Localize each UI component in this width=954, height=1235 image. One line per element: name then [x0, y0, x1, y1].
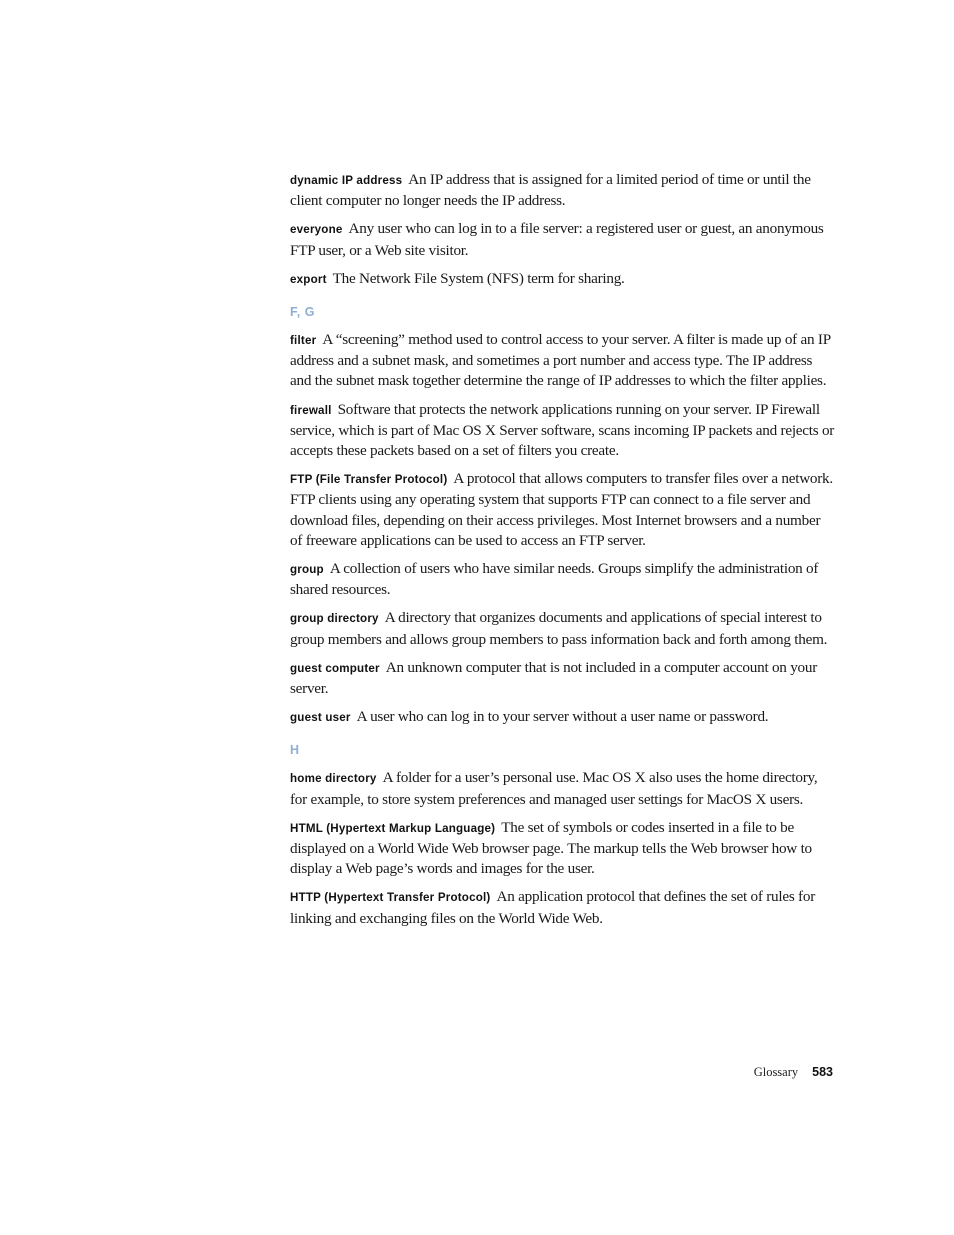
glossary-definition: An application protocol that defines the set of rules for linking and exchanging files on the World Wide Web.	[290, 888, 816, 927]
glossary-definition: A collection of users who have similar needs. Groups simplify the administration of shared resources.	[290, 560, 819, 599]
glossary-term: group directory	[290, 612, 379, 626]
glossary-term: everyone	[290, 223, 343, 237]
glossary-entry-guest-computer	[290, 658, 835, 699]
glossary-entry-filter	[290, 330, 835, 392]
page-number: 583	[812, 1065, 833, 1079]
glossary-definition: Software that protects the network applications running on your server. IP Firewall service, which is part of Mac OS X Server software, scans incoming IP packets and rejects or accepts these packets based on a set of filters you create.	[290, 400, 835, 460]
glossary-entry-group	[290, 559, 835, 600]
glossary-entry-export	[290, 269, 835, 290]
glossary-definition: A “screening” method used to control access to your server. A filter is made up of an IP address and a subnet mask, and sometimes a port number and access type. The IP address and the subnet mask together determine the range of IP addresses to which the filter applies.	[290, 331, 831, 390]
glossary-entry-html	[290, 818, 835, 880]
glossary-definition: A protocol that allows computers to transfer files over a network. FTP clients using any operating system that supports FTP can connect to a file server and download files, depending on their access privileges. Most Internet browsers and a number of freeware applications can be used to access an FTP server.	[290, 470, 833, 549]
glossary-definition: A user who can log in to your server without a user name or password.	[356, 708, 769, 726]
glossary-definition: A folder for a user’s personal use. Mac OS X also uses the home directory, for example, to store system preferences and managed user settings for MacOS X users.	[290, 769, 818, 808]
glossary-definition: A directory that organizes documents and applications of special interest to group members and allows group members to pass information back and forth among them.	[290, 609, 828, 648]
glossary-term: filter	[290, 334, 317, 348]
section-heading-h: H	[290, 743, 300, 758]
section-heading-f-g: F, G	[290, 305, 315, 320]
glossary-entry-http	[290, 887, 835, 928]
footer-section-label: Glossary	[753, 1065, 799, 1079]
glossary-term: HTTP (Hypertext Transfer Protocol)	[290, 891, 491, 905]
glossary-term: export	[290, 272, 327, 286]
glossary-entry-guest-user	[290, 707, 835, 728]
glossary-definition: The set of symbols or codes inserted in a file to be displayed on a World Wide Web browser page. The markup tells the Web browser how to display a Web page’s words and images for the user.	[290, 818, 812, 878]
glossary-term: home directory	[290, 772, 377, 786]
glossary-term: group	[290, 563, 324, 577]
glossary-term: guest computer	[290, 661, 380, 675]
glossary-entry-ftp	[290, 469, 835, 551]
glossary-term: dynamic IP address	[290, 174, 403, 187]
glossary-term: HTML (Hypertext Markup Language)	[290, 821, 496, 835]
glossary-content	[290, 170, 835, 937]
glossary-entry-group-directory	[290, 608, 835, 649]
glossary-entry-dynamic-ip-address	[290, 170, 835, 211]
glossary-entry-firewall	[290, 400, 835, 462]
glossary-definition: An unknown computer that is not included in a computer account on your server.	[290, 658, 818, 698]
page-footer	[700, 1063, 833, 1081]
glossary-term: firewall	[290, 403, 332, 417]
glossary-definition: The Network File System (NFS) term for sharing.	[332, 269, 625, 287]
glossary-entry-everyone	[290, 219, 835, 260]
glossary-definition: Any user who can log in to a file server: a registered user or guest, an anonymous FTP user, or a Web site visitor.	[290, 220, 824, 259]
glossary-entry-home-directory	[290, 768, 835, 809]
glossary-term: FTP (File Transfer Protocol)	[290, 473, 448, 487]
glossary-term: guest user	[290, 711, 351, 725]
glossary-definition: An IP address that is assigned for a limited period of time or until the client computer no longer needs the IP address.	[290, 171, 811, 210]
